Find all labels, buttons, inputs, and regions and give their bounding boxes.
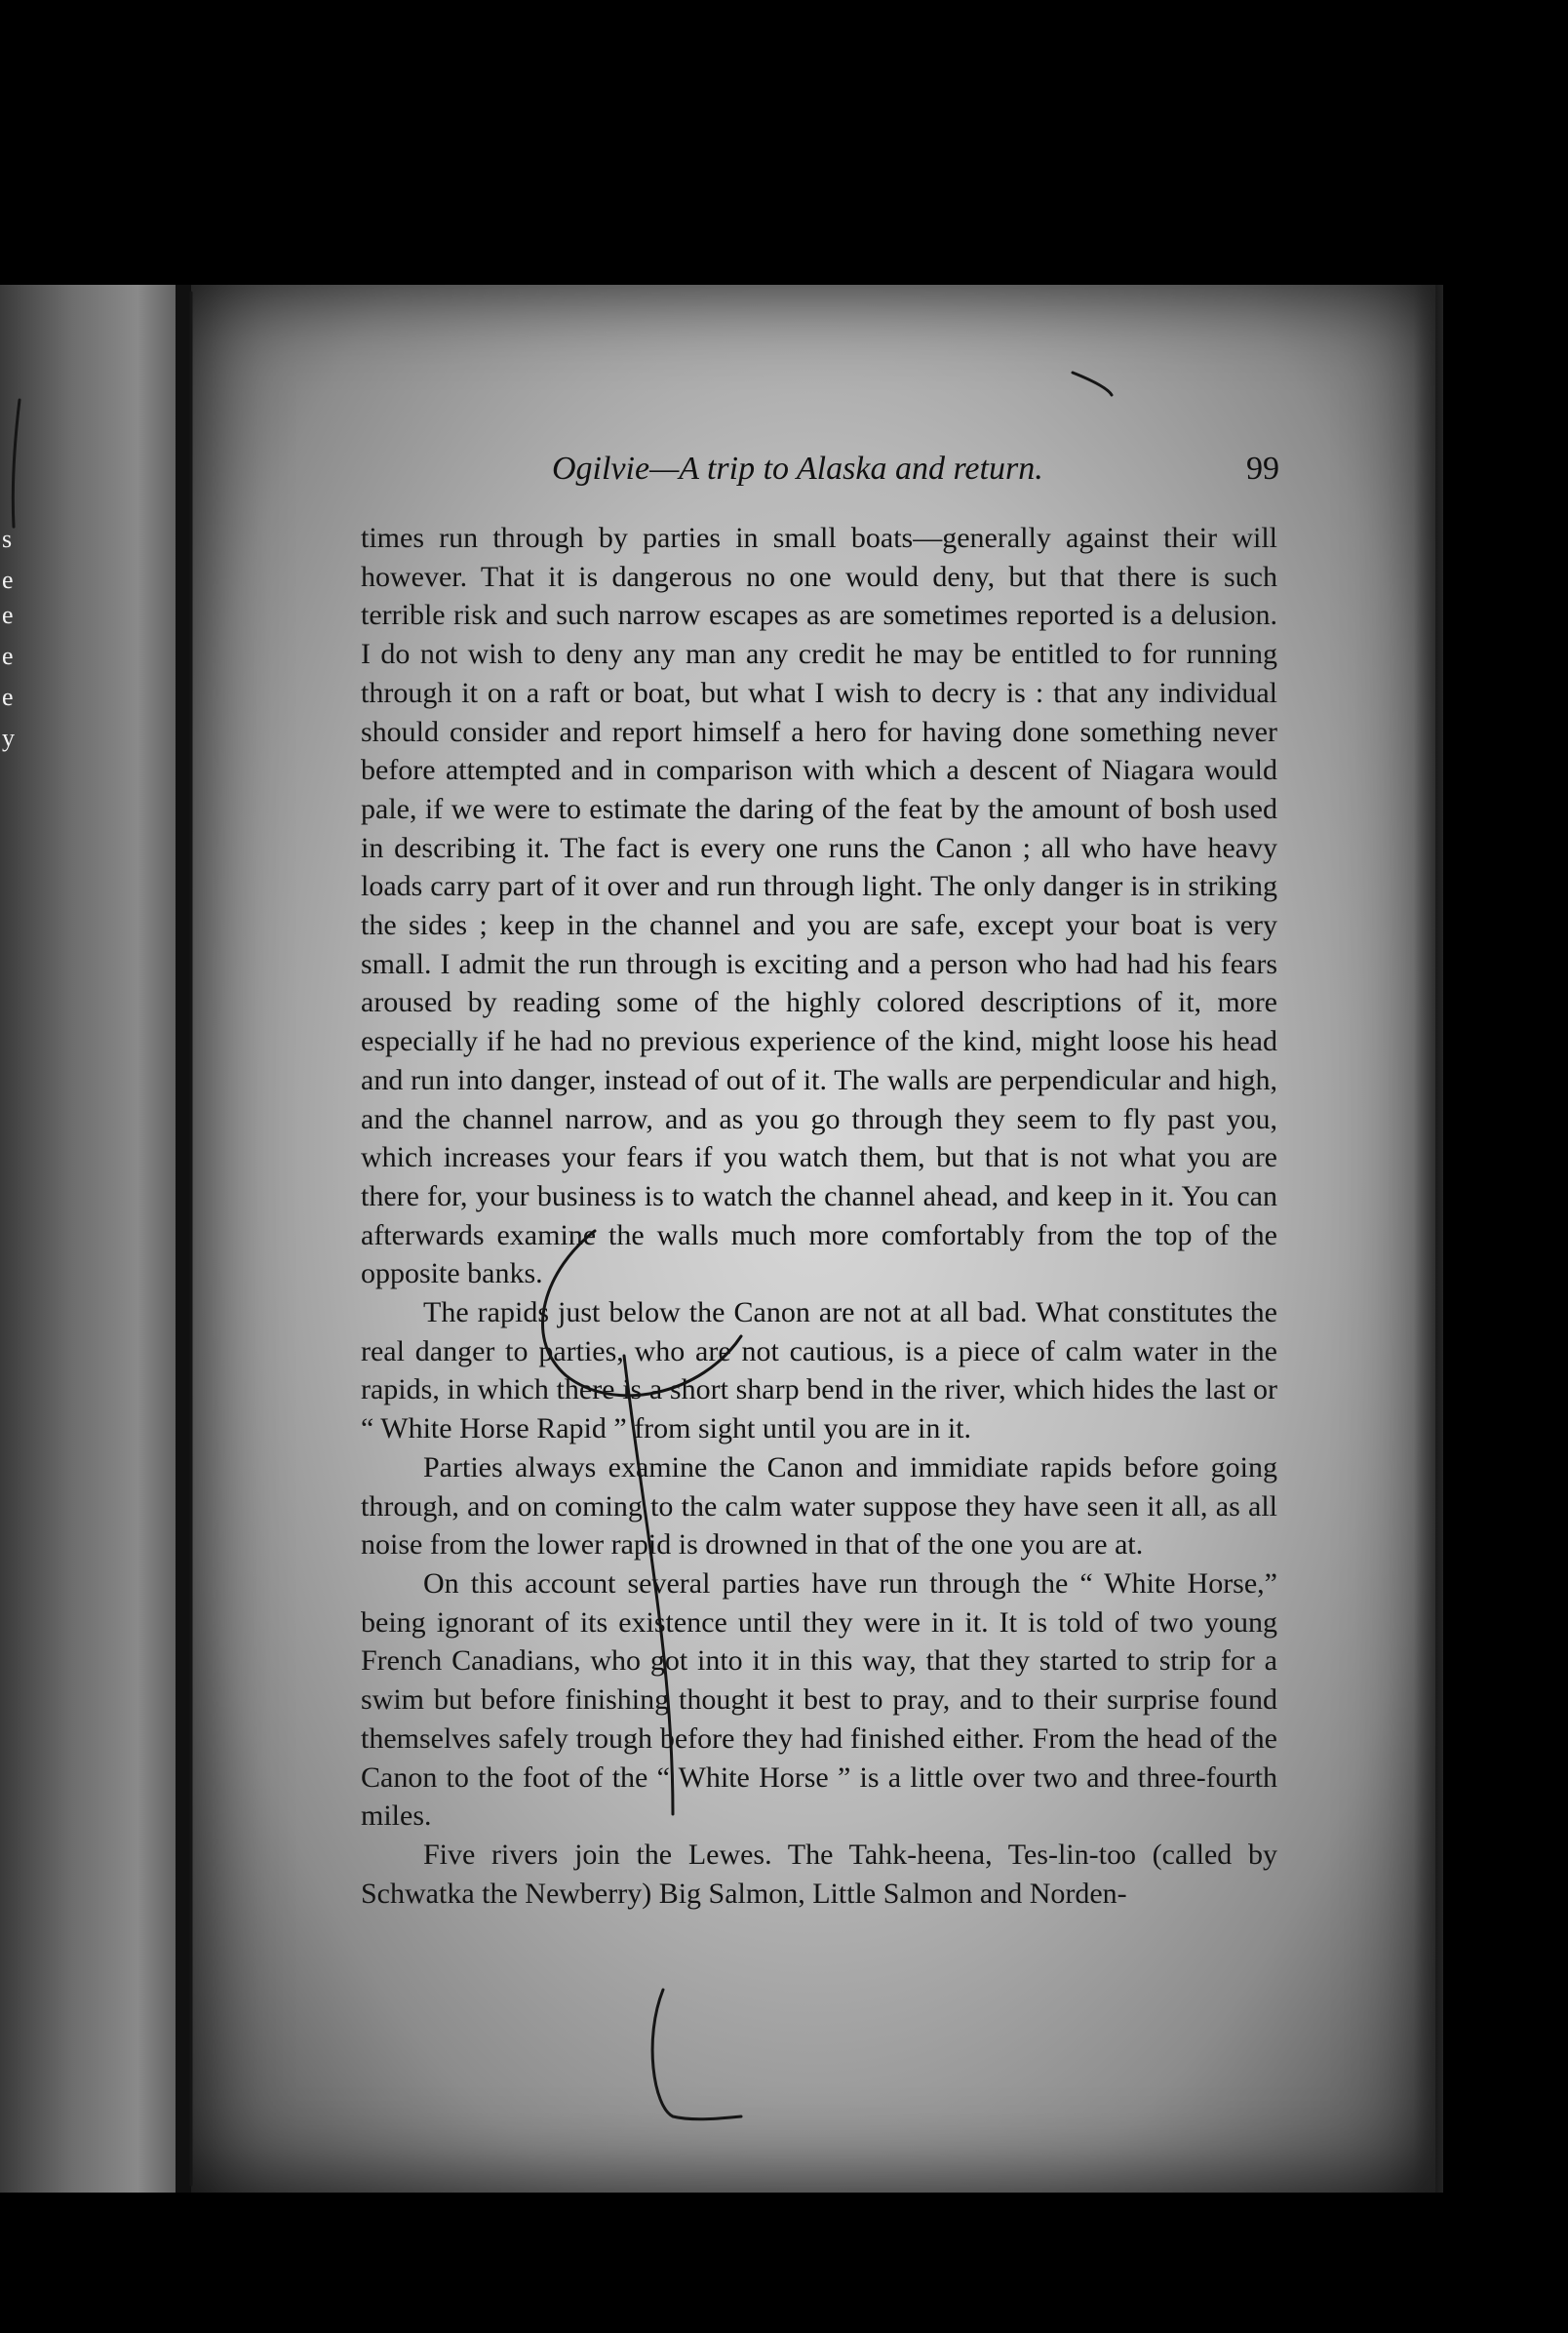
paragraph: On this account several parties have run through the “ White Horse,” being ignorant of its existence until they were in it. It is told of two young French Canadians, who got into it in this way, that they started to strip for a swim but before finishing thought it best to pray, and to their surprise found themselves safely trough before they had finished either. From the head of the Canon to the foot of the “ White Horse ” is a little over two and three-fourth miles.	[361, 1566, 1277, 1833]
left-page-fragment: y	[2, 724, 15, 752]
page-edge-shadow	[1414, 285, 1443, 2193]
left-page-fragment: e	[2, 601, 14, 629]
left-page-fragment: e	[2, 566, 14, 594]
left-page-fragment: e	[2, 642, 14, 670]
adjacent-left-page	[0, 285, 183, 2193]
paragraph: Five rivers join the Lewes. The Tahk-heena, Tes-lin-too (called by Schwatka the Newberry) Big Salmon, Little Salmon and Norden-	[361, 1838, 1277, 1910]
running-head	[361, 451, 1287, 499]
paragraph: times run through by parties in small boats—generally against their will however. That it is dangerous no one would deny, but that there is such terrible risk and such narrow escapes as are sometimes reported is a delusion. I do not wish to deny any man any credit he may be entitled to for running through it on a raft or boat, but what I wish to decry is : that any individual should consider and report himself a hero for having done something never before attempted and in comparison with which a descent of Niagara would pale, if we were to estimate the daring of the feat by the amount of bosh used in describing it. The fact is every one runs the Canon ; all who have heavy loads carry part of it over and run through light. The only danger is in striking the sides ; keep in the channel and you are safe, except your boat is very small. I admit the run through is exciting and a person who had had his fears aroused by reading some of the highly colored descriptions of it, more especially if he had no previous experience of the kind, might loose his head and run into danger, instead of out of it. The walls are perpendicular and high, and the channel narrow, and as you go through they seem to fly past you, which increases your fears if you watch them, but that is not what you are there for, your business is to watch the channel ahead, and keep in it. You can afterwards examine the walls much more comfortably from the top of the opposite banks.	[361, 522, 1277, 1290]
body-text	[361, 519, 1277, 1913]
paragraph: Parties always examine the Canon and immidiate rapids before going through, and on coming to the calm water suppose they have seen it all, as all noise from the lower rapid is drowned in that of the one you are at.	[361, 1450, 1277, 1562]
left-page-fragment: s	[2, 525, 13, 553]
running-title: Ogilvie—A trip to Alaska and return.	[552, 451, 1043, 487]
page-number: 99	[1246, 451, 1279, 487]
book-spine	[176, 285, 191, 2193]
paragraph: The rapids just below the Canon are not at all bad. What constitutes the real danger to parties, who are not cautious, is a piece of calm water in the rapids, in which there is a short sharp bend in the river, which hides the last or “ White Horse Rapid ” from sight until you are in it.	[361, 1296, 1277, 1445]
left-page-fragment: e	[2, 683, 14, 711]
